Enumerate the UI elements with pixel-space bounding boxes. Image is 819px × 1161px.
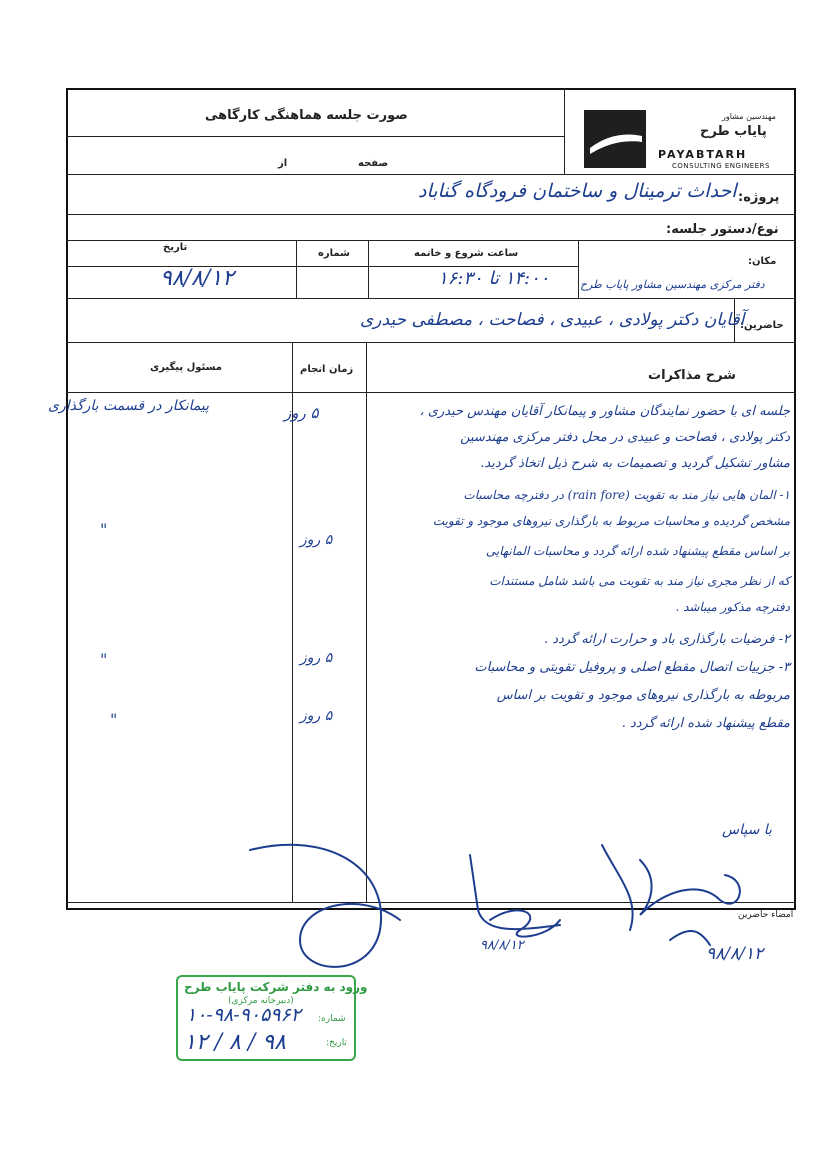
signature-date-1: ۹۸/۸/۱۲ [480, 938, 524, 953]
stamp-title: ورود به دفتر شرکت پایاب طرح [184, 980, 368, 994]
of-label: از [278, 158, 288, 169]
deadline-4: ۵ روز [300, 708, 333, 724]
minutes-line: ۲- فرضیات بارگذاری باد و حرارت ارائه گردد . [543, 632, 790, 647]
signature-note: با سپاس [722, 822, 772, 838]
minutes-line: مشخص گردیده و محاسبات مربوط به بارگذاری نیروهای موجود و تقویت [432, 514, 790, 528]
minutes-line: ۱- المان هایی نیاز مند به تقویت (rain fore) در دفترچه محاسبات [463, 488, 790, 502]
date-label: تاریخ [163, 242, 188, 253]
meeting-type-label: نوع/دستور جلسه: [666, 222, 779, 237]
minutes-line: که از نظر مجری نیاز مند به تقویت می باشد شامل مستندات [489, 574, 790, 588]
responsible-4: " [110, 710, 118, 729]
brand-latin-sub: CONSULTING ENGINEERS [672, 162, 770, 170]
responsible-2: " [100, 520, 108, 539]
minutes-line: جلسه ای با حضور نمایندگان مشاور و پیمانکار آقایان مهندس حیدری ، [419, 404, 790, 419]
attendees-value: آقایان دکتر پولادی ، عبیدی ، فصاحت ، مصطفی حیدری [360, 310, 745, 330]
page-label: صفحه [358, 158, 389, 169]
time-label: ساعت شروع و خاتمه [414, 248, 519, 259]
date-value: ۹۸/۸/۱۲ [160, 266, 234, 291]
deadline-3: ۵ روز [300, 650, 333, 666]
stamp-date-label: تاریخ: [326, 1038, 347, 1048]
attendees-label: حاضرین: [740, 320, 784, 331]
brand-top: مهندسین مشاور [722, 112, 776, 121]
minutes-line: دکتر پولادی ، فصاحت و عبیدی در محل دفتر مرکزی مهندسین [460, 430, 790, 445]
minutes-line: دفترچه مذکور میباشد . [675, 600, 790, 614]
minutes-line: مشاور تشکیل گردید و تصمیمات به شرح ذیل اتخاذ گردید. [480, 456, 790, 471]
stamp-number-value: ۱۰-۹۸-۹۰۵۹۶۲ [186, 1004, 301, 1026]
column-responsible: مسئول پیگیری [150, 362, 222, 373]
place-value: دفتر مرکزی مهندسین مشاور پایاب طرح [580, 278, 765, 291]
stamp-date-value: ۹۸ / ۸ / ۱۲ [184, 1030, 286, 1055]
column-deadline: زمان انجام [300, 364, 354, 375]
deadline-2: ۵ روز [300, 532, 333, 548]
brand-name: پایاب طرح [700, 124, 767, 139]
signature-3-mark [602, 845, 740, 930]
signature-label: امضاء حاضرین [738, 910, 794, 920]
document-title: صورت جلسه هماهنگی کارگاهی [205, 108, 408, 123]
project-label: پروژه: [738, 190, 780, 205]
responsible-1: پیمانکار در قسمت بارگذاری [48, 398, 210, 414]
number-label: شماره [318, 248, 350, 259]
minutes-line: بر اساس مقطع پیشنهاد شده ارائه گردد و محاسبات المانهایی [485, 544, 790, 558]
stamp-subtitle: (دبیرخانه مرکزی) [228, 996, 294, 1006]
brand-latin: PAYABTARH [658, 148, 748, 161]
minutes-line: مربوطه به بارگذاری نیروهای موجود و تقویت بر اساس [496, 688, 790, 703]
minutes-line: مقطع پیشنهاد شده ارائه گردد . [621, 716, 790, 731]
column-description: شرح مذاکرات [648, 368, 736, 383]
place-label: مکان: [748, 256, 777, 267]
stamp-number-label: شماره: [318, 1014, 346, 1024]
project-value: احداث ترمینال و ساختمان فرودگاه گناباد [418, 180, 737, 202]
signature-date-2: ۹۸/۸/۱۲ [706, 944, 764, 964]
responsible-3: " [100, 650, 108, 669]
signature-1-mark [250, 845, 400, 967]
deadline-1: ۵ روز [284, 404, 319, 422]
time-value: ۱۴:۰۰ تا ۱۶:۳۰ [438, 268, 550, 289]
signature-3-tail [670, 931, 710, 945]
signature-2-mark [470, 855, 560, 937]
minutes-line: ۳- جزییات اتصال مقطع اصلی و پروفیل تقویتی و محاسبات [474, 660, 790, 675]
